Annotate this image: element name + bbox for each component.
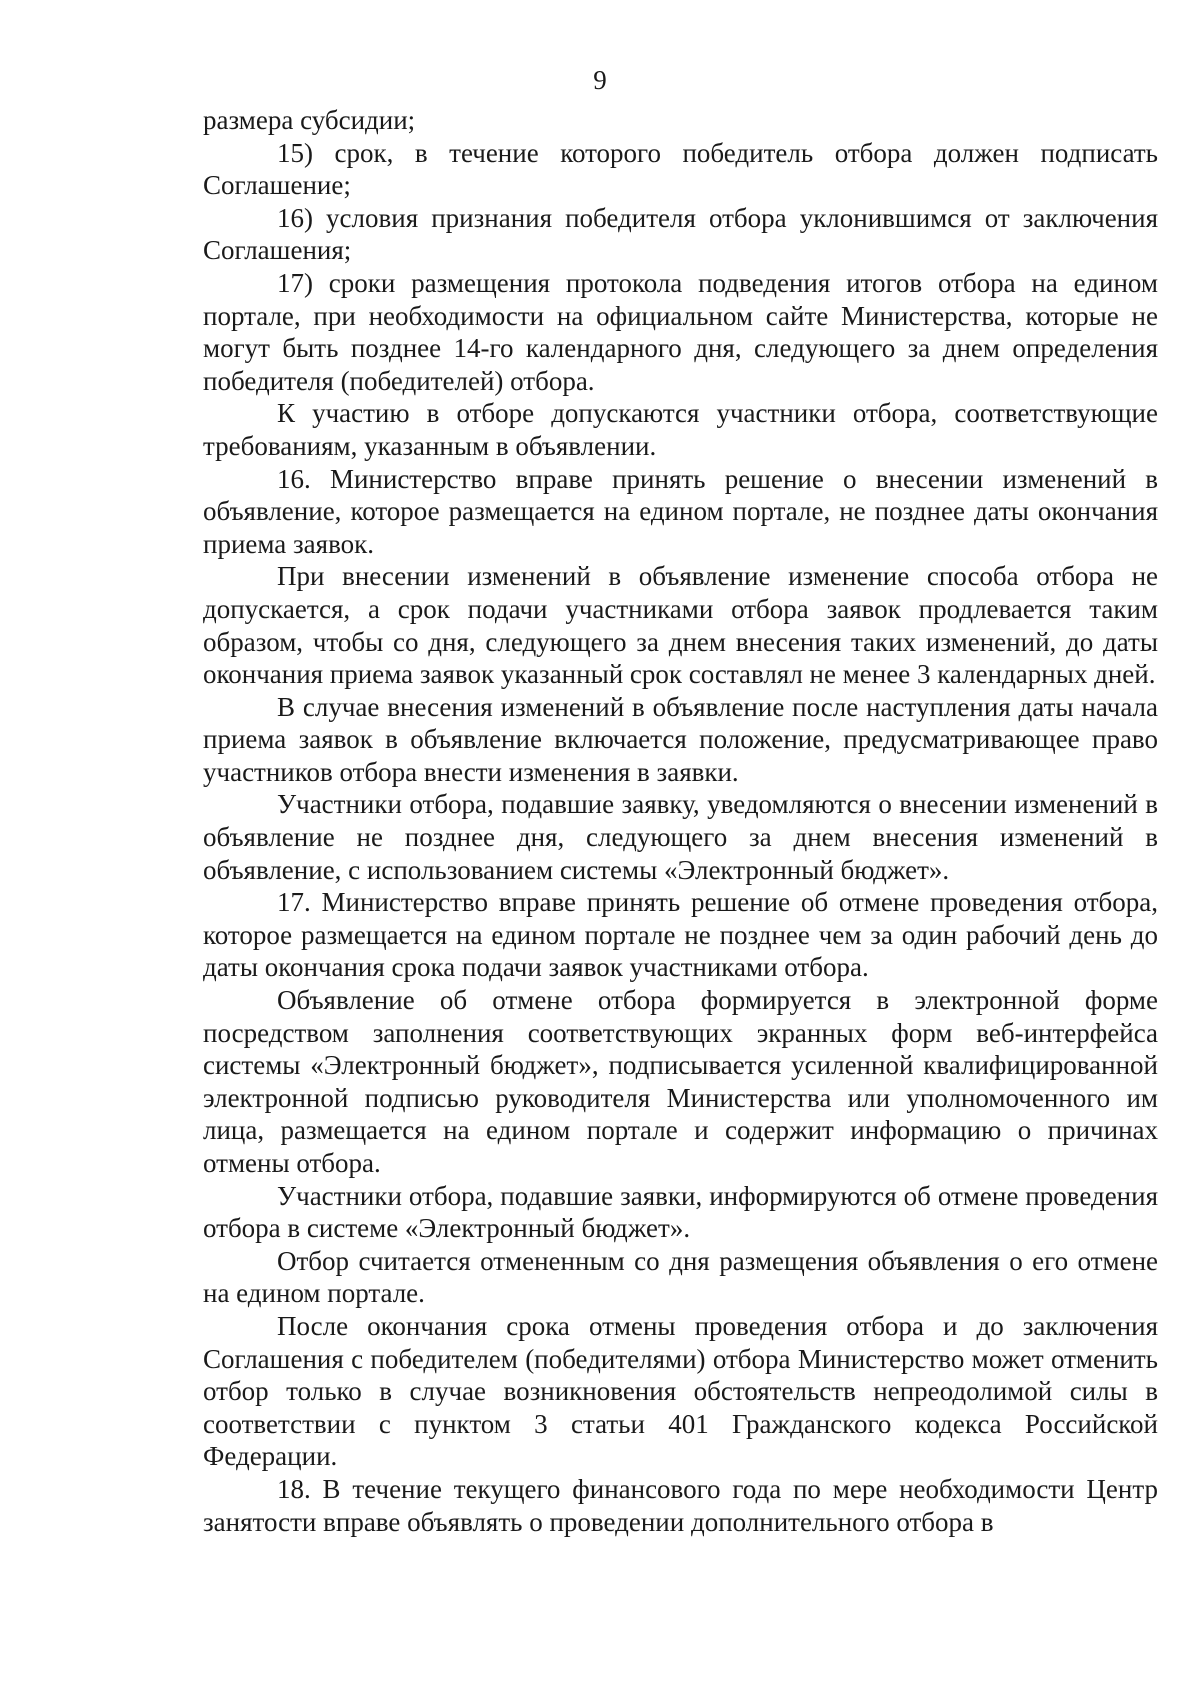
paragraph-cancelled-date: Отбор считается отмененным со дня размещения объявления о его отмене на едином портале. [203, 1245, 1158, 1309]
paragraph-clause-18: 18. В течение текущего финансового года по мере необходимости Центр занятости вправе объявлять о проведении дополнительного отбора в [203, 1473, 1158, 1537]
paragraph-cancellation-notice: Объявление об отмене отбора формируется в электронной форме посредством заполнения соответствующих экранных форм веб-интерфейса системы «Электронный бюджет», подписывается усиленной квалифицированной электронной подписью руководителя Министерства или уполномоченного им лица, размещается на едином портале и содержит информацию о причинах отмены отбора. [203, 985, 1158, 1178]
page-number: 9 [593, 65, 607, 95]
paragraph-item-17: 17) сроки размещения протокола подведения итогов отбора на едином портале, при необходимости на официальном сайте Министерства, которые не могут быть позднее 14-го календарного дня, следующего за днем определения победителя (победителей) отбора. [203, 267, 1158, 396]
paragraph-changes-after-start: В случае внесения изменений в объявление после наступления даты начала приема заявок в объявление включается положение, предусматривающее право участников отбора внести изменения в заявки. [203, 691, 1158, 787]
paragraph-participants-notified: Участники отбора, подавшие заявку, уведомляются о внесении изменений в объявление не позднее дня, следующего за днем внесения изменений в объявление, с использованием системы «Электронный бюджет». [203, 789, 1158, 885]
paragraph-clause-16: 16. Министерство вправе принять решение о внесении изменений в объявление, которое размещается на едином портале, не позднее даты окончания приема заявок. [203, 463, 1158, 559]
paragraph-admission: К участию в отборе допускаются участники отбора, соответствующие требованиям, указанным в объявлении. [203, 398, 1158, 461]
paragraph-item-15: 15) срок, в течение которого победитель отбора должен подписать Соглашение; [203, 137, 1158, 201]
paragraph-changes-method: При внесении изменений в объявление изменение способа отбора не допускается, а срок подачи участниками отбора заявок продлевается таким образом, чтобы со дня, следующего за днем внесения таких изменений, до даты окончания приема заявок указанный срок составлял не менее 3 календарных дней. [203, 561, 1158, 690]
paragraph-participants-informed: Участники отбора, подавшие заявки, информируются об отмене проведения отбора в системе «Электронный бюджет». [203, 1180, 1158, 1244]
document-body [203, 104, 1158, 1538]
paragraph-force-majeure: После окончания срока отмены проведения отбора и до заключения Соглашения с победителем (победителями) отбора Министерство может отменить отбор только в случае возникновения обстоятельств непреодолимой силы в соответствии с пунктом 3 статьи 401 Гражданского кодекса Российской Федерации. [203, 1310, 1158, 1472]
paragraph-item-16: 16) условия признания победителя отбора уклонившимся от заключения Соглашения; [203, 202, 1158, 266]
paragraph-clause-17: 17. Министерство вправе принять решение об отмене проведения отбора, которое размещается на едином портале не позднее чем за один рабочий день до даты окончания срока подачи заявок участниками отбора. [203, 887, 1158, 983]
paragraph-continuation: размера субсидии; [203, 105, 416, 135]
